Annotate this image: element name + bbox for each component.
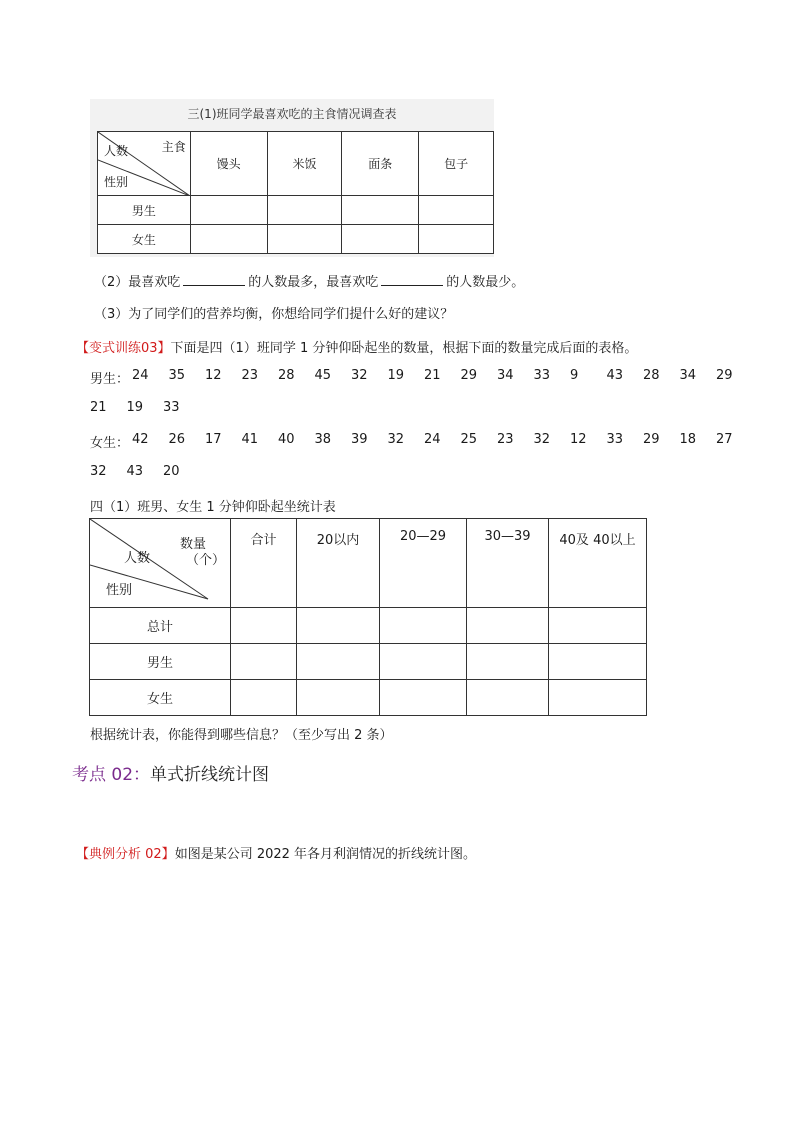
table1-corner-cell xyxy=(98,132,191,196)
example-text: 如图是某公司 2022 年各月利润情况的折线统计图。 xyxy=(174,847,477,862)
count-value: 38 xyxy=(314,432,332,447)
corner-count-label: 人数 xyxy=(124,551,151,566)
count-value: 24 xyxy=(424,432,441,447)
answer-cell[interactable] xyxy=(231,608,297,644)
boys-values-line1 xyxy=(132,368,753,383)
corner-gender-label: 性别 xyxy=(106,583,133,598)
answer-blank-least[interactable] xyxy=(381,273,443,286)
count-value: 29 xyxy=(716,368,733,383)
count-value: 21 xyxy=(424,368,441,383)
count-value: 28 xyxy=(643,368,660,383)
count-value: 39 xyxy=(351,432,368,447)
count-value: 18 xyxy=(679,432,697,447)
section-prefix: 考点 02： xyxy=(72,765,151,785)
col-header: 40及 40以上 xyxy=(549,519,647,608)
answer-cell[interactable] xyxy=(419,196,494,225)
corner-unit-label: （个） xyxy=(186,553,226,568)
count-value: 45 xyxy=(314,368,332,383)
section-title: 单式折线统计图 xyxy=(150,765,270,785)
count-value: 19 xyxy=(387,368,405,383)
boys-values-line2 xyxy=(90,400,200,415)
col-header: 馒头 xyxy=(190,132,267,196)
col-header: 合计 xyxy=(231,519,297,608)
question-2 xyxy=(94,271,524,290)
girls-values-line2 xyxy=(90,464,200,479)
example-analysis-02 xyxy=(76,843,476,862)
q2-text-3: 的人数最少。 xyxy=(446,275,525,290)
count-value: 25 xyxy=(460,432,478,447)
answer-cell[interactable] xyxy=(380,608,467,644)
answer-cell[interactable] xyxy=(231,644,297,680)
answer-cell[interactable] xyxy=(419,225,494,254)
count-value: 19 xyxy=(126,400,144,415)
row-label: 女生 xyxy=(98,225,191,254)
variant-text: 下面是四（1）班同学 1 分钟仰卧起坐的数量，根据下面的数量完成后面的表格。 xyxy=(170,341,638,356)
col-header: 米饭 xyxy=(267,132,342,196)
col-header: 面条 xyxy=(342,132,419,196)
corner-gender-label: 性别 xyxy=(104,175,129,189)
count-value: 34 xyxy=(497,368,514,383)
table2-title: 四（1）班男、女生 1 分钟仰卧起坐统计表 xyxy=(90,500,336,515)
section-heading xyxy=(72,760,269,785)
count-value: 17 xyxy=(205,432,222,447)
count-value: 20 xyxy=(163,464,180,479)
count-value: 32 xyxy=(351,368,368,383)
count-value: 42 xyxy=(132,432,149,447)
answer-cell[interactable] xyxy=(297,680,380,716)
count-value: 12 xyxy=(570,432,587,447)
col-header: 20—29 xyxy=(380,519,467,608)
food-survey-title: 三(1)班同学最喜欢吃的主食情况调查表 xyxy=(187,107,397,121)
answer-cell[interactable] xyxy=(549,644,647,680)
count-value: 32 xyxy=(533,432,551,447)
variant-training-03 xyxy=(76,337,637,356)
corner-count-label: 人数 xyxy=(104,144,129,158)
food-survey-table xyxy=(97,131,494,254)
answer-cell[interactable] xyxy=(297,608,380,644)
answer-cell[interactable] xyxy=(380,644,467,680)
count-value: 26 xyxy=(168,432,186,447)
count-value: 29 xyxy=(643,432,660,447)
col-header: 包子 xyxy=(419,132,494,196)
count-value: 40 xyxy=(278,432,295,447)
answer-cell[interactable] xyxy=(190,196,267,225)
count-value: 21 xyxy=(90,400,107,415)
info-prompt: 根据统计表，你能得到哪些信息？（至少写出 2 条） xyxy=(90,728,393,743)
answer-cell[interactable] xyxy=(267,225,342,254)
count-value: 12 xyxy=(205,368,222,383)
answer-cell[interactable] xyxy=(467,680,549,716)
answer-cell[interactable] xyxy=(467,644,549,680)
answer-cell[interactable] xyxy=(190,225,267,254)
corner-food-label: 主食 xyxy=(161,140,186,154)
situp-stats-table xyxy=(89,518,647,716)
food-survey-table-image xyxy=(90,99,494,257)
count-value: 32 xyxy=(90,464,107,479)
girls-label: 女生： xyxy=(90,436,130,451)
answer-cell[interactable] xyxy=(380,680,467,716)
variant-tag: 【变式训练03】 xyxy=(76,341,171,356)
count-value: 29 xyxy=(460,368,478,383)
row-label: 总计 xyxy=(90,608,231,644)
q2-text-1: （2）最喜欢吃 xyxy=(94,275,181,290)
example-tag: 【典例分析 02】 xyxy=(76,847,175,862)
girls-values-line1 xyxy=(132,432,753,447)
count-value: 33 xyxy=(163,400,180,415)
row-label: 男生 xyxy=(98,196,191,225)
count-value: 33 xyxy=(533,368,551,383)
boys-label: 男生： xyxy=(90,372,130,387)
question-3: （3）为了同学们的营养均衡，你想给同学们提什么好的建议？ xyxy=(94,307,454,322)
col-header: 30—39 xyxy=(467,519,549,608)
answer-cell[interactable] xyxy=(231,680,297,716)
answer-cell[interactable] xyxy=(267,196,342,225)
count-value: 27 xyxy=(716,432,733,447)
count-value: 35 xyxy=(168,368,186,383)
row-label: 女生 xyxy=(90,680,231,716)
count-value: 24 xyxy=(132,368,149,383)
count-value: 23 xyxy=(497,432,514,447)
count-value: 41 xyxy=(241,432,259,447)
answer-cell[interactable] xyxy=(549,608,647,644)
count-value: 43 xyxy=(606,368,624,383)
answer-cell[interactable] xyxy=(467,608,549,644)
count-value: 34 xyxy=(679,368,697,383)
row-label: 男生 xyxy=(90,644,231,680)
count-value: 28 xyxy=(278,368,295,383)
answer-cell[interactable] xyxy=(342,225,419,254)
answer-cell[interactable] xyxy=(549,680,647,716)
count-value: 23 xyxy=(241,368,259,383)
count-value: 43 xyxy=(126,464,144,479)
corner-quantity-label: 数量 xyxy=(180,537,207,552)
count-value: 9 xyxy=(570,368,579,383)
answer-cell[interactable] xyxy=(297,644,380,680)
answer-cell[interactable] xyxy=(342,196,419,225)
col-header: 20以内 xyxy=(297,519,380,608)
answer-blank-most[interactable] xyxy=(183,273,245,286)
count-value: 32 xyxy=(387,432,405,447)
q2-text-2: 的人数最多，最喜欢吃 xyxy=(248,275,379,290)
count-value: 33 xyxy=(606,432,624,447)
table2-corner-cell xyxy=(90,519,231,608)
